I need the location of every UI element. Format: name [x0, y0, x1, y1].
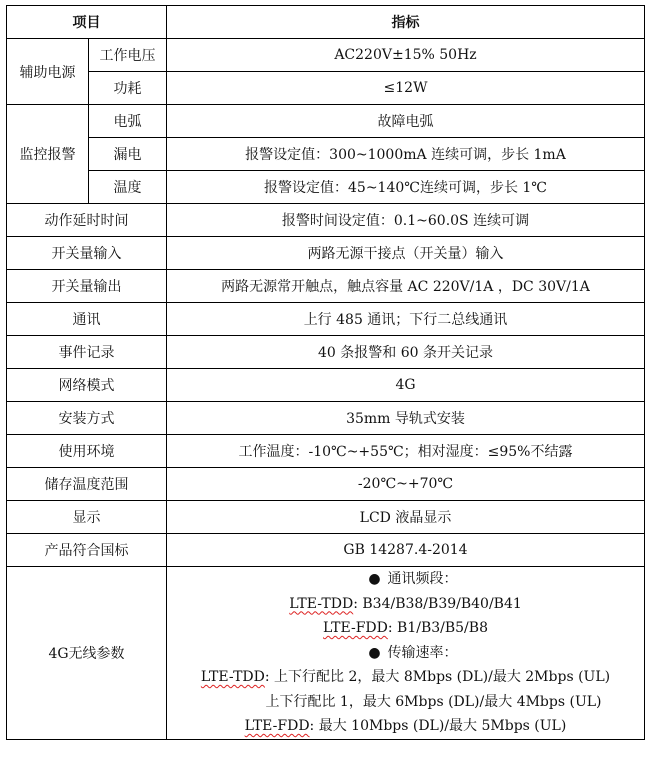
row-value: 报警设定值：45~140℃连续可调，步长 1℃: [167, 171, 645, 204]
band-title-line: [171, 567, 640, 592]
table-row: [7, 138, 645, 171]
row-name: 储存温度范围: [7, 468, 167, 501]
row-value: 故障电弧: [167, 105, 645, 138]
lte-fdd-label: LTE-FDD: [323, 620, 388, 636]
table-row: [7, 204, 645, 237]
row-name: 开关量输入: [7, 237, 167, 270]
row-name: 使用环境: [7, 435, 167, 468]
table-row-wireless: [7, 567, 645, 740]
bullet-icon: ●: [368, 644, 381, 661]
band-title: 通讯频段：: [387, 571, 458, 587]
table-row: [7, 39, 645, 72]
row-value: 上行 485 通讯；下行二总线通讯: [167, 303, 645, 336]
row-name: 开关量输出: [7, 270, 167, 303]
row-name: 功耗: [89, 72, 167, 105]
row-value: 两路无源干接点（开关量）输入: [167, 237, 645, 270]
rate-title-line: [171, 641, 640, 666]
row-value: 报警设定值：300~1000mA 连续可调，步长 1mA: [167, 138, 645, 171]
table-row: [7, 501, 645, 534]
rate-tdd-line-1: [171, 665, 640, 690]
row-name: 通讯: [7, 303, 167, 336]
row-value: 4G: [167, 369, 645, 402]
table-row: [7, 534, 645, 567]
row-value: ≤12W: [167, 72, 645, 105]
row-name: 4G无线参数: [7, 567, 167, 740]
lte-tdd-label: LTE-TDD: [289, 595, 354, 612]
rate-title: 传输速率：: [387, 644, 458, 661]
row-name: 温度: [89, 171, 167, 204]
row-value: 35mm 导轨式安装: [167, 402, 645, 435]
row-value: 40 条报警和 60 条开关记录: [167, 336, 645, 369]
table-row: [7, 303, 645, 336]
row-value: LCD 液晶显示: [167, 501, 645, 534]
row-name: 漏电: [89, 138, 167, 171]
row-value: AC220V±15% 50Hz: [167, 39, 645, 72]
header-spec: 指标: [167, 6, 645, 39]
band-tdd: : B34/B38/B39/B40/B41: [353, 595, 522, 612]
band-fdd: : B1/B3/B5/B8: [387, 620, 488, 636]
row-value: 两路无源常开触点，触点容量 AC 220V/1A ，DC 30V/1A: [167, 270, 645, 303]
row-value: -20℃~+70℃: [167, 468, 645, 501]
row-name: 产品符合国标: [7, 534, 167, 567]
group-label-monitor-alarm: 监控报警: [7, 105, 89, 204]
bullet-icon: ●: [368, 571, 381, 587]
row-name: 网络模式: [7, 369, 167, 402]
group-label-aux-power: 辅助电源: [7, 39, 89, 105]
table-row: [7, 336, 645, 369]
rate-fdd: : 最大 10Mbps (DL)/最大 5Mbps (UL): [309, 718, 567, 734]
table-row: [7, 468, 645, 501]
table-row: [7, 72, 645, 105]
header-item: 项目: [7, 6, 167, 39]
header-row: [7, 6, 645, 39]
row-name: 事件记录: [7, 336, 167, 369]
spec-table: [6, 5, 645, 740]
lte-fdd-label: LTE-FDD: [244, 718, 310, 734]
rate-fdd-line: [171, 714, 640, 739]
row-name: 动作延时时间: [7, 204, 167, 237]
row-name: 显示: [7, 501, 167, 534]
band-fdd-line: [171, 616, 640, 641]
rate-tdd-1: : 上下行配比 2，最大 8Mbps (DL)/最大 2Mbps (UL): [264, 669, 611, 685]
row-name: 工作电压: [89, 39, 167, 72]
row-value: 报警时间设定值：0.1~60.0S 连续可调: [167, 204, 645, 237]
rate-tdd-2: 上下行配比 1，最大 6Mbps (DL)/最大 4Mbps (UL): [265, 693, 602, 710]
row-name: 电弧: [89, 105, 167, 138]
band-tdd-line: [171, 592, 640, 617]
table-row: [7, 171, 645, 204]
wireless-params: [167, 567, 645, 740]
table-row: [7, 369, 645, 402]
table-row: [7, 270, 645, 303]
table-row: [7, 237, 645, 270]
row-value: GB 14287.4-2014: [167, 534, 645, 567]
table-row: [7, 105, 645, 138]
row-name: 安装方式: [7, 402, 167, 435]
lte-tdd-label: LTE-TDD: [200, 669, 265, 685]
row-value: 工作温度：-10℃~+55℃；相对湿度：≤95%不结露: [167, 435, 645, 468]
table-row: [7, 435, 645, 468]
table-row: [7, 402, 645, 435]
